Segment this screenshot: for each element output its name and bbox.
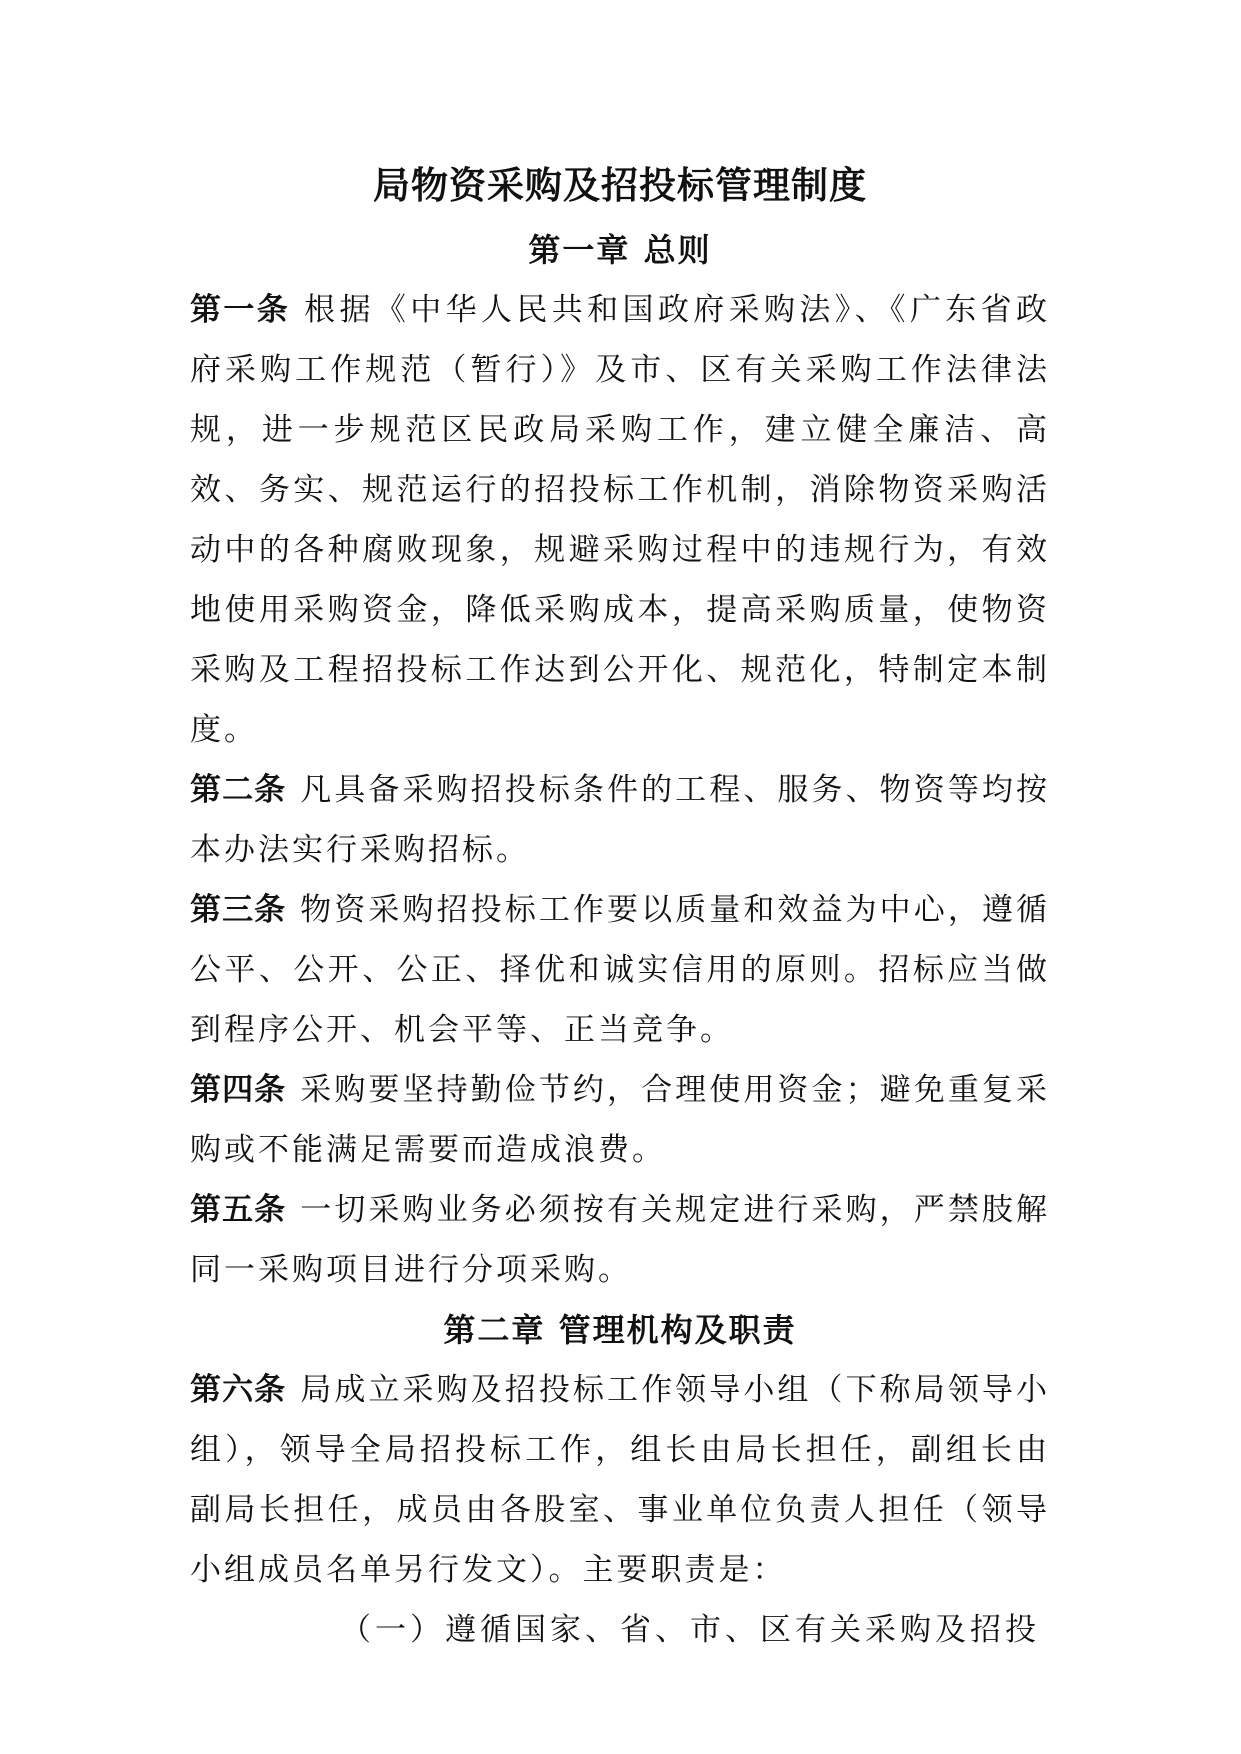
document-page [190,150,1050,1660]
article-5-label: 第五条 [190,1192,287,1228]
article-2 [190,760,1050,880]
article-6-item-1: （一）遵循国家、省、市、区有关采购及招投 [340,1612,1040,1648]
article-2-text: 凡具备采购招投标条件的工程、服务、物资等均按本办法实行采购招标。 [190,772,1050,868]
article-1-label: 第一条 [190,292,291,328]
article-6-text: 局成立采购及招投标工作领导小组（下称局领导小组），领导全局招投标工作，组长由局长担任，副组长由副局长担任，成员由各股室、事业单位负责人担任（领导小组成员名单另行发文）。主要职责是： [190,1372,1050,1588]
article-4 [190,1060,1050,1180]
article-6 [190,1360,1050,1600]
article-5-text: 一切采购业务必须按有关规定进行采购，严禁肢解同一采购项目进行分项采购。 [190,1192,1050,1288]
article-5 [190,1180,1050,1300]
article-6-label: 第六条 [190,1372,287,1408]
article-3-text: 物资采购招投标工作要以质量和效益为中心，遵循公平、公开、公正、择优和诚实信用的原则。招标应当做到程序公开、机会平等、正当竞争。 [190,892,1050,1048]
article-4-text: 采购要坚持勤俭节约，合理使用资金；避免重复采购或不能满足需要而造成浪费。 [190,1072,1050,1168]
article-3-label: 第三条 [190,892,287,928]
article-1-text: 根据《中华人民共和国政府采购法》、《广东省政府采购工作规范（暂行）》及市、区有关采购工作法律法规，进一步规范区民政局采购工作，建立健全廉洁、高效、务实、规范运行的招投标工作机制，消除物资采购活动中的各种腐败现象，规避采购过程中的违规行为，有效地使用采购资金，降低采购成本，提高采购质量，使物资采购及工程招投标工作达到公开化、规范化，特制定本制度。 [190,292,1050,748]
article-1 [190,280,1050,760]
chapter-2-heading: 第二章 管理机构及职责 [443,1311,797,1349]
article-4-label: 第四条 [190,1072,287,1108]
article-3 [190,880,1050,1060]
chapter-1-heading: 第一章 总则 [528,231,712,269]
article-2-label: 第二条 [190,772,287,808]
document-title: 局物资采购及招投标管理制度 [373,163,867,207]
